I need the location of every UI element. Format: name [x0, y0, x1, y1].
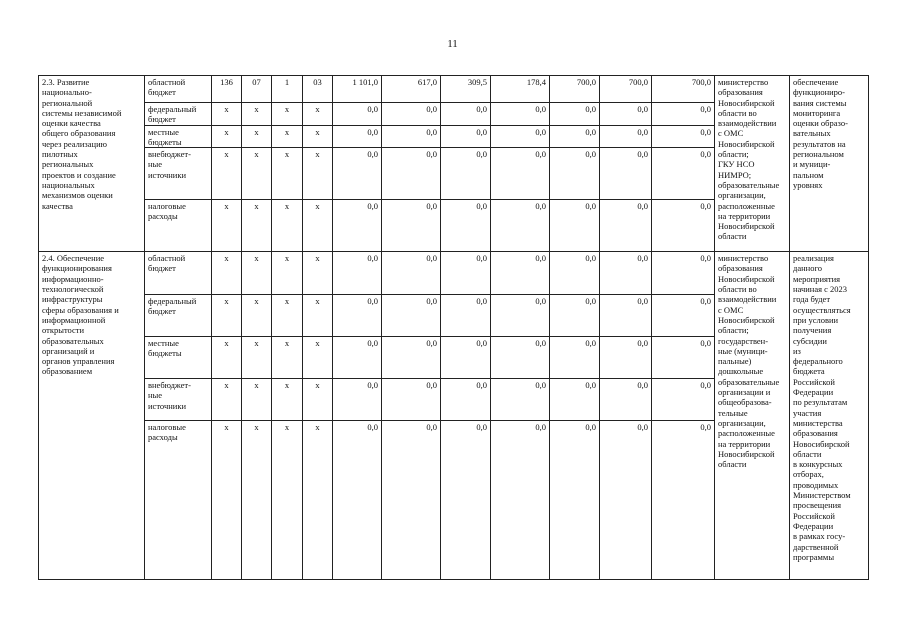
code-cell: 03 [303, 76, 333, 103]
code-cell: х [272, 200, 303, 252]
code-cell: х [212, 103, 242, 126]
amount-cell: 0,0 [491, 125, 550, 148]
amount-cell: 0,0 [600, 252, 652, 295]
code-cell: х [272, 379, 303, 421]
amount-cell: 0,0 [652, 252, 715, 295]
code-cell: х [303, 252, 333, 295]
amount-cell: 700,0 [550, 76, 600, 103]
amount-cell: 0,0 [550, 148, 600, 200]
code-cell: х [272, 148, 303, 200]
amount-cell: 0,0 [652, 103, 715, 126]
amount-cell: 0,0 [491, 200, 550, 252]
amount-cell: 0,0 [491, 295, 550, 337]
code-cell: х [242, 421, 272, 580]
funding-source-cell: внебюджет- ные источники [145, 148, 212, 200]
code-cell: х [212, 379, 242, 421]
amount-cell: 0,0 [550, 252, 600, 295]
amount-cell: 0,0 [550, 379, 600, 421]
amount-cell: 0,0 [600, 200, 652, 252]
amount-cell: 0,0 [491, 252, 550, 295]
amount-cell: 1 101,0 [333, 76, 382, 103]
code-cell: х [303, 379, 333, 421]
amount-cell: 0,0 [491, 337, 550, 379]
code-cell: х [272, 295, 303, 337]
code-cell: х [272, 337, 303, 379]
code-cell: х [303, 125, 333, 148]
amount-cell: 0,0 [550, 103, 600, 126]
amount-cell: 0,0 [333, 252, 382, 295]
amount-cell: 0,0 [382, 103, 441, 126]
amount-cell: 0,0 [441, 252, 491, 295]
code-cell: х [212, 295, 242, 337]
amount-cell: 0,0 [491, 421, 550, 580]
amount-cell: 700,0 [652, 76, 715, 103]
amount-cell: 0,0 [652, 421, 715, 580]
code-cell: х [303, 295, 333, 337]
amount-cell: 0,0 [491, 379, 550, 421]
funding-source-cell: налоговые расходы [145, 421, 212, 580]
amount-cell: 0,0 [652, 148, 715, 200]
amount-cell: 0,0 [652, 337, 715, 379]
amount-cell: 0,0 [333, 125, 382, 148]
code-cell: х [242, 337, 272, 379]
code-cell: 07 [242, 76, 272, 103]
amount-cell: 0,0 [600, 295, 652, 337]
amount-cell: 617,0 [382, 76, 441, 103]
funding-source-cell: федеральный бюджет [145, 103, 212, 126]
table-row [39, 252, 869, 295]
amount-cell: 0,0 [550, 295, 600, 337]
code-cell: х [303, 200, 333, 252]
code-cell: х [242, 252, 272, 295]
amount-cell: 0,0 [600, 103, 652, 126]
amount-cell: 0,0 [382, 200, 441, 252]
amount-cell: 0,0 [441, 125, 491, 148]
amount-cell: 0,0 [550, 337, 600, 379]
amount-cell: 0,0 [550, 421, 600, 580]
code-cell: х [242, 295, 272, 337]
amount-cell: 0,0 [333, 148, 382, 200]
amount-cell: 0,0 [652, 200, 715, 252]
code-cell: 1 [272, 76, 303, 103]
executors-cell: министерство образования Новосибирской области во взаимодействии с ОМС Новосибирской области; государствен- ные (муници- пальные) дошкольные образовательные организации и общеобразова- тельные организации, расположенные на территории Новосибирской области [715, 252, 790, 580]
amount-cell: 0,0 [600, 379, 652, 421]
code-cell: х [272, 103, 303, 126]
amount-cell: 0,0 [441, 295, 491, 337]
code-cell: х [242, 200, 272, 252]
amount-cell: 0,0 [382, 421, 441, 580]
activity-name-cell: 2.3. Развитие национально- региональной системы независимой оценки качества общего образования через реализацию пилотных региональных проектов и создание национальных механизмов оценки качества [39, 76, 145, 252]
code-cell: х [303, 148, 333, 200]
amount-cell: 0,0 [550, 125, 600, 148]
table-row [39, 76, 869, 103]
amount-cell: 0,0 [382, 252, 441, 295]
funding-source-cell: федеральный бюджет [145, 295, 212, 337]
funding-source-cell: местные бюджеты [145, 125, 212, 148]
page-number: 11 [447, 38, 458, 50]
code-cell: х [212, 148, 242, 200]
funding-source-cell: областной бюджет [145, 76, 212, 103]
amount-cell: 0,0 [382, 379, 441, 421]
amount-cell: 0,0 [441, 379, 491, 421]
amount-cell: 0,0 [491, 148, 550, 200]
amount-cell: 0,0 [441, 148, 491, 200]
amount-cell: 0,0 [441, 103, 491, 126]
amount-cell: 0,0 [382, 148, 441, 200]
amount-cell: 0,0 [491, 103, 550, 126]
amount-cell: 0,0 [382, 337, 441, 379]
code-cell: х [212, 252, 242, 295]
amount-cell: 0,0 [441, 337, 491, 379]
amount-cell: 178,4 [491, 76, 550, 103]
funding-source-cell: областной бюджет [145, 252, 212, 295]
amount-cell: 0,0 [333, 379, 382, 421]
amount-cell: 0,0 [333, 200, 382, 252]
amount-cell: 0,0 [333, 103, 382, 126]
code-cell: х [272, 125, 303, 148]
code-cell: х [212, 337, 242, 379]
program-activities-table [38, 75, 869, 580]
amount-cell: 0,0 [600, 337, 652, 379]
amount-cell: 0,0 [441, 200, 491, 252]
code-cell: х [242, 148, 272, 200]
amount-cell: 0,0 [333, 295, 382, 337]
code-cell: х [242, 103, 272, 126]
funding-source-cell: налоговые расходы [145, 200, 212, 252]
expected-result-cell: обеспечение функциониро- вания системы мониторинга оценки образо- вательных результатов на региональном и муници- пальном уровнях [790, 76, 869, 252]
amount-cell: 0,0 [652, 125, 715, 148]
code-cell: х [242, 379, 272, 421]
amount-cell: 0,0 [600, 148, 652, 200]
code-cell: х [272, 421, 303, 580]
amount-cell: 0,0 [333, 337, 382, 379]
amount-cell: 0,0 [600, 421, 652, 580]
amount-cell: 309,5 [441, 76, 491, 103]
amount-cell: 700,0 [600, 76, 652, 103]
funding-source-cell: местные бюджеты [145, 337, 212, 379]
code-cell: х [303, 337, 333, 379]
amount-cell: 0,0 [382, 125, 441, 148]
code-cell: х [212, 421, 242, 580]
funding-source-cell: внебюджет- ные источники [145, 379, 212, 421]
amount-cell: 0,0 [382, 295, 441, 337]
code-cell: х [242, 125, 272, 148]
code-cell: х [212, 200, 242, 252]
expected-result-cell: реализация данного мероприятия начиная с 2023 года будет осуществляться при условии получения субсидии из федерального бюджета Российской Федерации по результатам участия министерства образования Новосибирской области в конкурсных отборах, проводимых Министерством просвещения Российской Федерации в рамках госу- дарственной программы [790, 252, 869, 580]
amount-cell: 0,0 [600, 125, 652, 148]
amount-cell: 0,0 [333, 421, 382, 580]
activity-name-cell: 2.4. Обеспечение функционирования информационно- технологической инфраструктуры сферы образования и информационной открытости образовательных организаций и органов управления образованием [39, 252, 145, 580]
amount-cell: 0,0 [441, 421, 491, 580]
code-cell: х [272, 252, 303, 295]
executors-cell: министерство образования Новосибирской области во взаимодействии с ОМС Новосибирской области; ГКУ НСО НИМРО; образовательные организации, расположенные на территории Новосибирской области [715, 76, 790, 252]
amount-cell: 0,0 [652, 379, 715, 421]
amount-cell: 0,0 [550, 200, 600, 252]
amount-cell: 0,0 [652, 295, 715, 337]
code-cell: х [303, 421, 333, 580]
code-cell: х [212, 125, 242, 148]
code-cell: 136 [212, 76, 242, 103]
code-cell: х [303, 103, 333, 126]
